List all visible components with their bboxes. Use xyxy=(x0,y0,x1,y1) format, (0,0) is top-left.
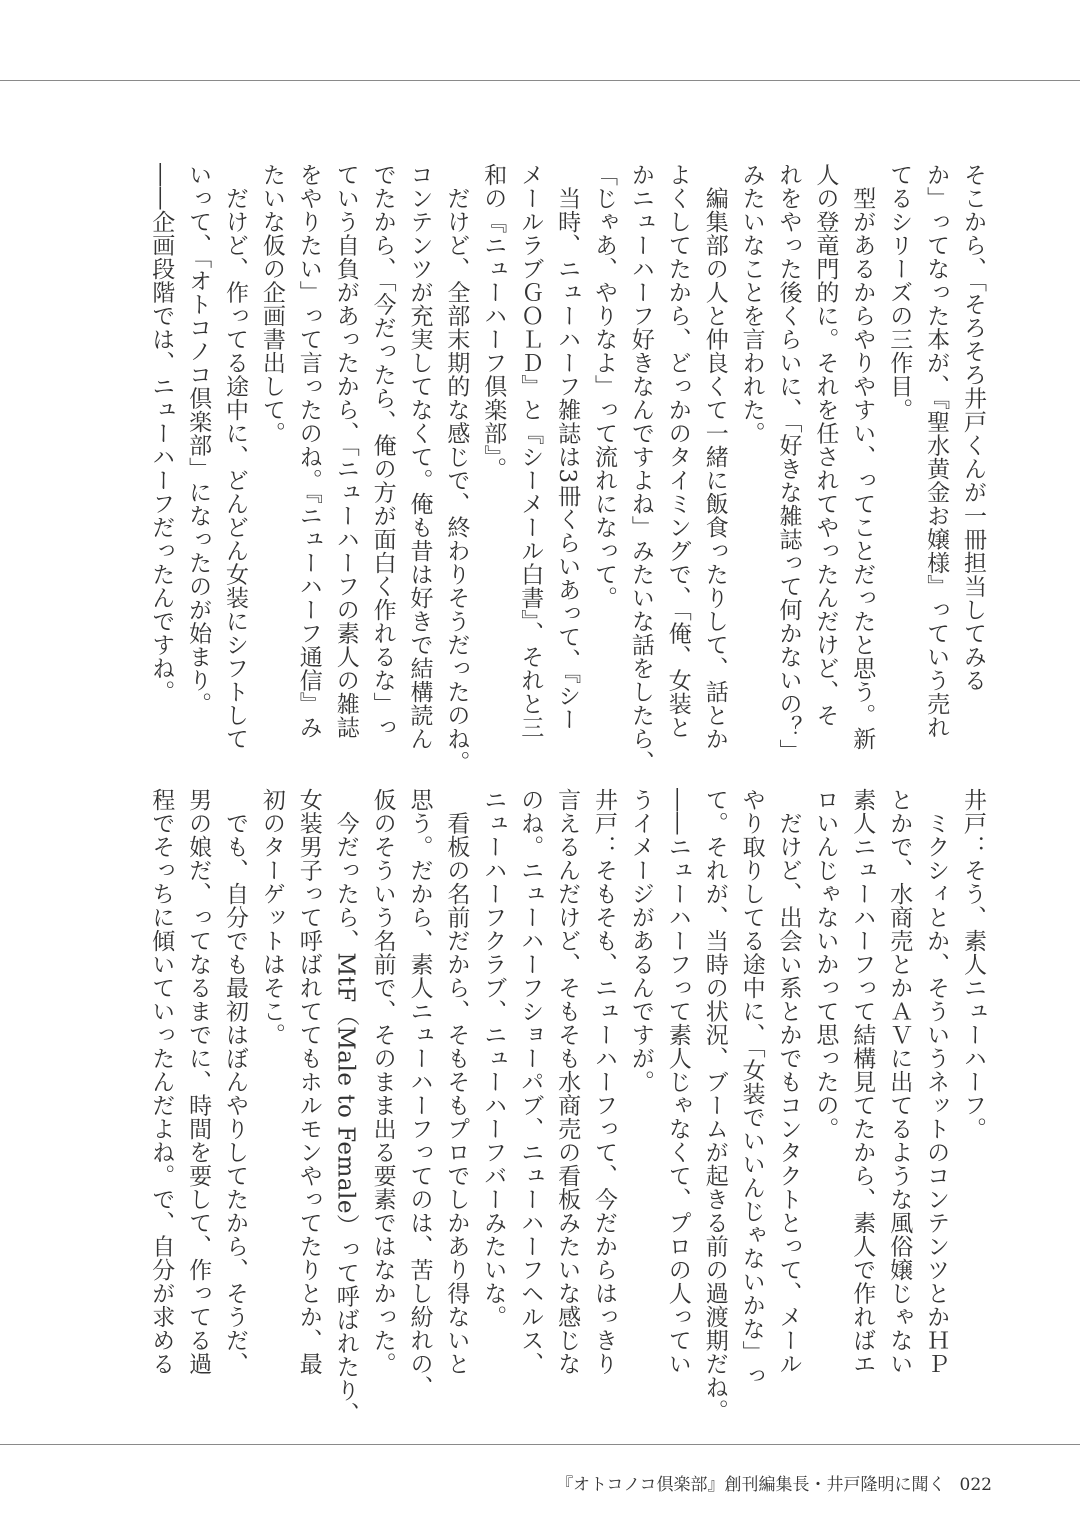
text-column: 今だったら、MtF（Male to Female）って呼ばれたり、 xyxy=(332,788,359,1426)
text-column: メールラブＧＯＬＤ』と『シーメール白書』、それと三 xyxy=(517,163,544,739)
text-column: だけど、出会い系とかでもコンタクトとって、メール xyxy=(775,788,802,1376)
text-column: 人の登竜門的に。それを任されてやったんだけど、そ xyxy=(812,163,839,727)
text-column: みたいなことを言われた。 xyxy=(738,163,765,445)
text-column: 型があるからやりやすい、ってことだったと思う。新 xyxy=(849,163,876,751)
text-column: 当時、ニューハーフ雑誌は3冊くらいあって、『シー xyxy=(554,163,581,731)
text-column: 素人ニューハーフって結構見てたから、素人で作ればエ xyxy=(849,788,876,1376)
text-column: でたから、「今だったら、俺の方が面白く作れるな」っ xyxy=(369,163,396,739)
text-column: をやりたい」って言ったのね。『ニューハーフ通信』み xyxy=(295,163,322,739)
page-number: 022 xyxy=(959,1475,992,1495)
text-column: 女装男子って呼ばれててもホルモンやってたりとか、最 xyxy=(295,788,322,1376)
text-column: ――企画段階では、ニューハーフだったんですね。 xyxy=(148,163,175,704)
text-column: 井戸：そう、素人ニューハーフ。 xyxy=(960,788,986,1141)
text-column: 思う。だから、素人ニューハーフってのは、苦し紛れの、 xyxy=(406,788,433,1399)
bottom-rule xyxy=(0,1444,1080,1445)
text-column: コンテンツが充実してなくて。俺も昔は好きで結構読ん xyxy=(406,163,433,751)
text-column: か」ってなった本が、『聖水黄金お嬢様』っていう売れ xyxy=(923,163,950,739)
text-column: 編集部の人と仲良くて一緒に飯食ったりして、話とか xyxy=(701,163,728,751)
text-column: 看板の名前だから、そもそもプロでしかあり得ないと xyxy=(443,788,470,1376)
page-footer xyxy=(545,1450,992,1495)
text-column: 「じゃあ、やりなよ」って流れになって。 xyxy=(591,163,617,610)
text-column: のね。ニューハーフショーパブ、ニューハーフヘルス、 xyxy=(517,788,544,1376)
text-column: 程でそっちに傾いていったんだよね。で、自分が求める xyxy=(148,788,175,1376)
text-column: かニューハーフ好きなんですよね」みたいな話をしたら、 xyxy=(627,163,654,774)
text-column: うイメージがあるんですが。 xyxy=(627,788,654,1094)
text-column: たいな仮の企画書出して。 xyxy=(258,163,285,445)
running-title: 『オトコノコ倶楽部』創刊編集長・井戸隆明に聞く xyxy=(556,1475,946,1495)
text-column: てるシリーズの三作目。 xyxy=(886,163,913,422)
text-column: ロいんじゃないかって思ったの。 xyxy=(812,788,839,1141)
text-column: ミクシィとか、そういうネットのコンテンツとかＨＰ xyxy=(923,788,950,1376)
text-column: やり取りしてる途中に、「女装でいいんじゃないかな」っ xyxy=(738,788,765,1388)
text-column: だけど、作ってる途中に、どんどん女装にシフトして xyxy=(222,163,248,751)
text-column: 男の娘だ、ってなるまでに、時間を要して、作ってる過 xyxy=(185,788,212,1376)
text-column: よくしてたから、どっかのタイミングで、「俺、女装と xyxy=(664,163,691,739)
text-column: 初のターゲットはそこ。 xyxy=(258,788,285,1047)
text-column: て。それが、当時の状況、ブームが起きる前の過渡期だね。 xyxy=(701,788,728,1423)
text-column: でも、自分でも最初はぼんやりしてたから、そうだ、 xyxy=(222,788,248,1376)
text-column: とかで、水商売とかＡＶに出てるような風俗嬢じゃない xyxy=(886,788,913,1376)
text-column: ていう自負があったから、「ニューハーフの素人の雑誌 xyxy=(332,163,359,739)
top-rule xyxy=(0,80,1080,81)
text-column: ――ニューハーフって素人じゃなくて、プロの人ってい xyxy=(664,788,691,1376)
text-column: ニューハーフクラブ、ニューハーフバーみたいな。 xyxy=(480,788,507,1329)
text-column: 仮のそういう名前で、そのまま出る要素ではなかった。 xyxy=(369,788,396,1376)
text-column: 井戸：そもそも、ニューハーフって、今だからはっきり xyxy=(591,788,617,1376)
text-column: 和の『ニューハーフ倶楽部』。 xyxy=(480,163,507,481)
text-column: そこから、「そろそろ井戸くんが一冊担当してみる xyxy=(960,163,986,692)
text-column: れをやった後くらいに、「好きな雑誌って何かないの？」 xyxy=(775,163,802,763)
text-column: 言えるんだけど、そもそも水商売の看板みたいな感じな xyxy=(554,788,581,1376)
text-column: いって、「オトコノコ倶楽部」になったのが始まり。 xyxy=(185,163,212,716)
text-column: だけど、全部末期的な感じで、終わりそうだったのね。 xyxy=(443,163,470,774)
